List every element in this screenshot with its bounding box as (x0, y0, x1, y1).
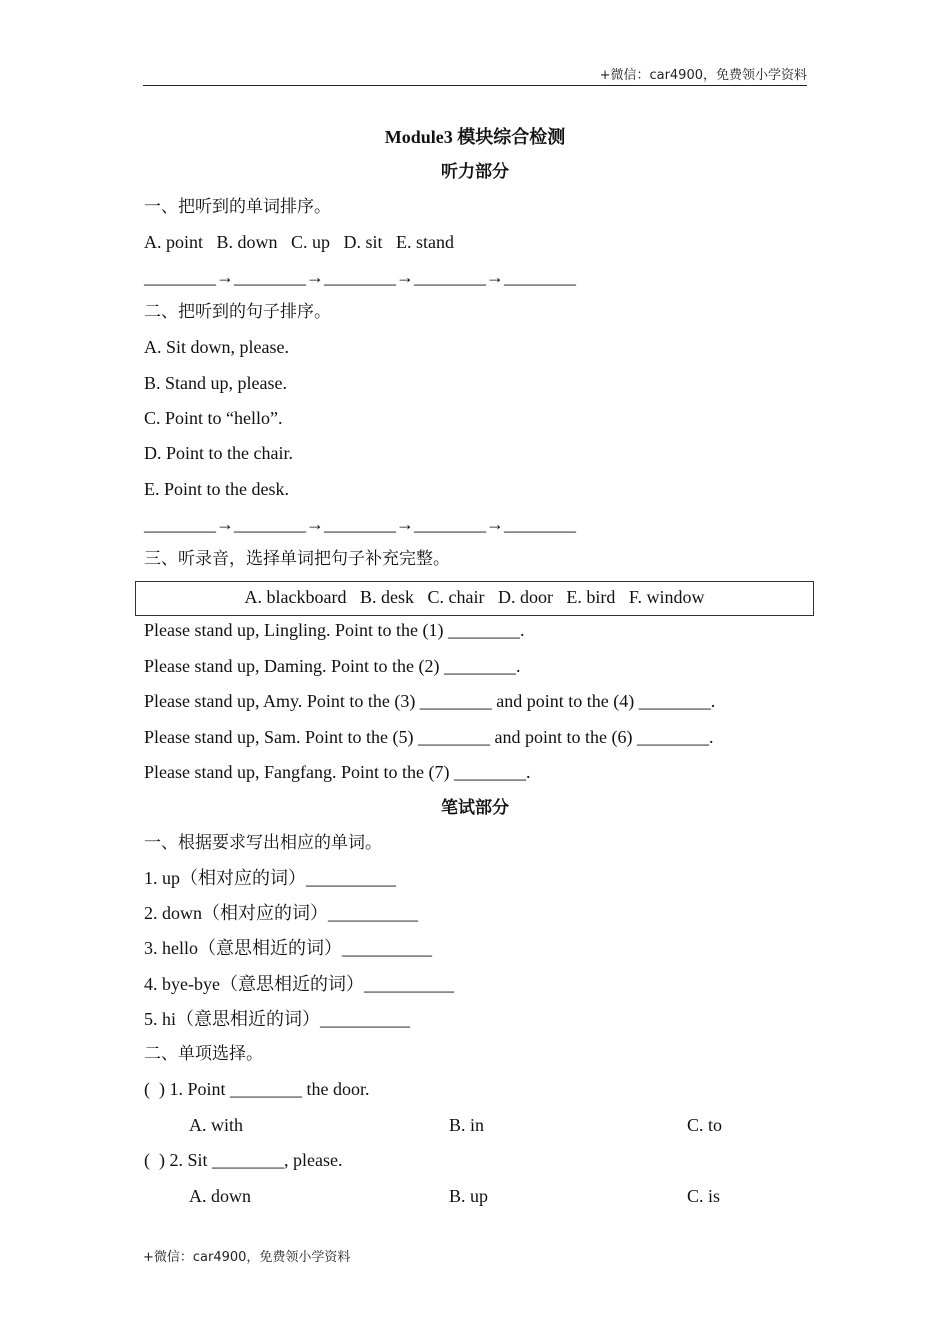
writing-part1-item: 2. down（相对应的词）__________ (144, 903, 418, 923)
listening-part2-item: C. Point to “hello”. (144, 408, 283, 428)
listening-part3-sentence: Please stand up, Sam. Point to the (5) ________ and point to the (6) ________. (144, 727, 714, 747)
listening-part1-options: A. point B. down C. up D. sit E. stand (144, 232, 455, 252)
choice-option-c: C. is (687, 1186, 721, 1206)
writing-part1-item: 5. hi（意思相近的词）__________ (144, 1009, 411, 1029)
choice-option-a: A. with (189, 1115, 243, 1135)
header-divider (143, 85, 807, 86)
choice-question-stem: ( ) 1. Point ________ the door. (144, 1079, 370, 1099)
word-bank-box: A. blackboard B. desk C. chair D. door E. bird F. window (135, 581, 814, 616)
listening-part3-instruction: 三、听录音，选择单词把句子补充完整。 (144, 549, 450, 569)
listening-part3-sentence: Please stand up, Fangfang. Point to the (7) ________. (144, 762, 531, 782)
listening-part1-instruction: 一、把听到的单词排序。 (144, 197, 331, 217)
choice-option-b: B. in (449, 1115, 485, 1135)
footer-note: +微信：car4900，免费领小学资料 (143, 1250, 351, 1265)
listening-part1-answer-line: ________→________→________→________→________ (144, 267, 576, 287)
choice-option-b: B. up (449, 1186, 489, 1206)
listening-part3-sentence: Please stand up, Amy. Point to the (3) ________ and point to the (4) ________. (144, 691, 716, 711)
choice-question-stem: ( ) 2. Sit ________, please. (144, 1150, 343, 1170)
writing-heading: 笔试部分 (441, 798, 509, 818)
listening-part2-instruction: 二、把听到的句子排序。 (144, 302, 331, 322)
listening-part3-sentence: Please stand up, Daming. Point to the (2) ________. (144, 656, 521, 676)
listening-part2-item: E. Point to the desk. (144, 479, 289, 499)
listening-part2-item: B. Stand up, please. (144, 373, 287, 393)
header-note: +微信：car4900，免费领小学资料 (599, 68, 807, 83)
page-title: Module3 模块综合检测 (384, 127, 566, 147)
writing-part1-instruction: 一、根据要求写出相应的单词。 (144, 833, 382, 853)
writing-part1-item: 3. hello（意思相近的词）__________ (144, 938, 432, 958)
listening-part3-sentence: Please stand up, Lingling. Point to the (1) ________. (144, 620, 525, 640)
listening-heading: 听力部分 (441, 162, 509, 182)
choice-option-c: C. to (687, 1115, 723, 1135)
listening-part2-item: D. Point to the chair. (144, 443, 293, 463)
writing-part2-instruction: 二、单项选择。 (144, 1044, 263, 1064)
listening-part2-answer-line: ________→________→________→________→________ (144, 514, 576, 534)
listening-part2-item: A. Sit down, please. (144, 337, 289, 357)
writing-part1-item: 4. bye-bye（意思相近的词）__________ (144, 974, 454, 994)
writing-part1-item: 1. up（相对应的词）__________ (144, 868, 396, 888)
choice-option-a: A. down (189, 1186, 251, 1206)
